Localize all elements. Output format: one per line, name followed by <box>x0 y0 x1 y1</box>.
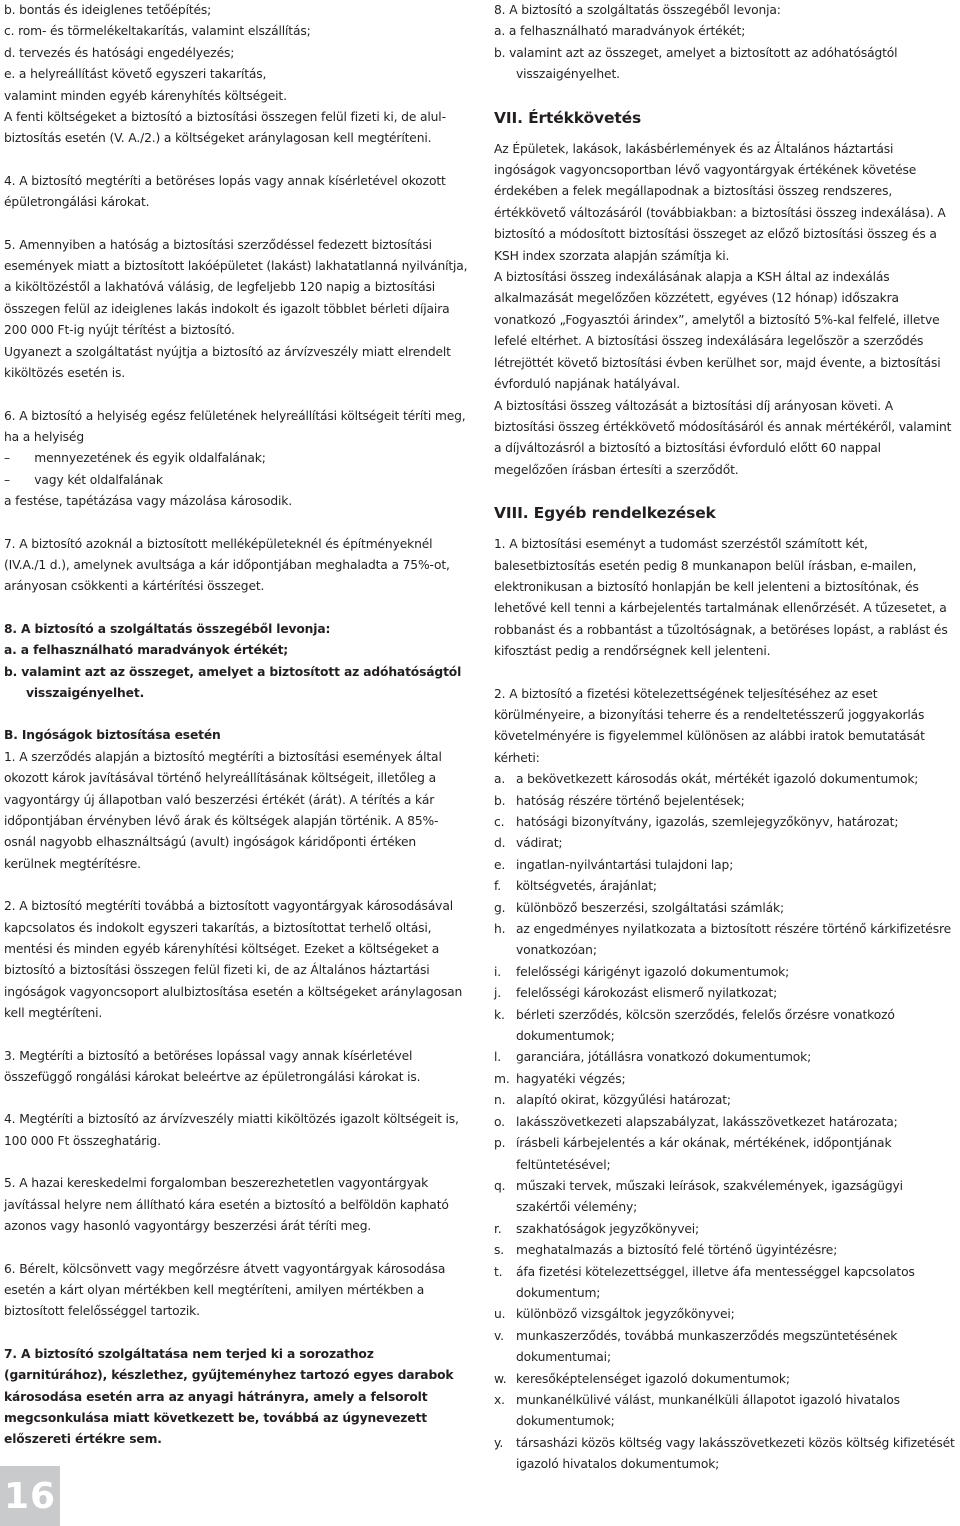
list-item-marker: d. <box>494 836 506 851</box>
list-item <box>494 812 956 833</box>
section-viii-paragraph-2: 2. A biztosító a fizetési kötelezettségének teljesítéséhez az eset körülményeire, a bizonyítási teherre és a rendeltetésszerű joggyakorlás követelményére is figyelemmel különösen az alábbi iratok bemutatását kérheti: <box>494 686 925 765</box>
list-item <box>494 1240 956 1261</box>
left-column <box>4 0 470 1451</box>
list-item <box>494 983 956 1004</box>
list-item <box>494 1262 956 1305</box>
list-item <box>494 1390 956 1433</box>
list-item-marker: m. <box>494 1071 510 1086</box>
costs-paragraph: A fenti költségeket a biztosító a biztosítási összegen felül fizeti ki, de alul-biztosítás esetén (V. A./2.) a költségeket aránylagosan kell megtéríteni. <box>4 110 446 146</box>
list-item <box>494 1304 956 1325</box>
list-item-text: felelősségi károkozást elismerő nyilatkozat; <box>516 986 778 1001</box>
list-item-marker: s. <box>494 1243 505 1258</box>
list-item-marker: t. <box>494 1264 503 1279</box>
list-item-marker: r. <box>494 1221 502 1236</box>
r-paragraph-8-item-b: b. valamint azt az összeget, amelyet a biztosított az adóhatóságtól visszaigényelhet. <box>494 45 898 82</box>
list-item-text: munkanélkülivé válást, munkanélküli állapotot igazoló hivatalos dokumentumok; <box>516 1392 900 1429</box>
list-item-text: felelősségi kárigényt igazoló dokumentumok; <box>516 964 790 979</box>
paragraph-8-item-a: a. a felhasználható maradványok értékét; <box>4 643 289 658</box>
list-item <box>494 898 956 919</box>
list-item-text: ingatlan-nyilvántartási tulajdoni lap; <box>516 857 734 872</box>
list-item-marker: i. <box>494 964 502 979</box>
list-item-text: költségvetés, árajánlat; <box>516 879 657 894</box>
list-item-text: keresőképtelenséget igazoló dokumentumok; <box>516 1371 790 1386</box>
document-list <box>494 769 956 1475</box>
section-b-heading: B. Ingóságok biztosítása esetén <box>4 728 221 743</box>
section-viii-paragraph-1: 1. A biztosítási eseményt a tudomást szerzéstől számított két, balesetbiztosítás esetén pedig 8 munkanapon belül írásban, e-mailen, elektronikusan a biztosító honlapján be kell jelenteni a biztosítónak, és lehetővé kell tenni a kárbejelentés tartalmának ellenőrzését. A tűzesetet, a robbanást és a robbantást a tűzoltóságnak, a betöréses lopást, a rablást és kifosztást pedig a rendőrségnek kell jelenteni. <box>494 537 948 659</box>
paragraph-8-item-b: b. valamint azt az összeget, amelyet a biztosított az adóhatóságtól visszaigényelhet. <box>4 664 462 700</box>
list-item <box>494 876 956 897</box>
list-item-text: szakhatóságok jegyzőkönyvei; <box>516 1221 700 1236</box>
list-item-text: garanciára, jótállásra vonatkozó dokumentumok; <box>516 1050 812 1065</box>
list-item-marker: o. <box>494 1114 505 1129</box>
list-item-marker: e. <box>494 857 506 872</box>
list-item <box>494 1176 956 1219</box>
page-number: 16 <box>0 1466 60 1526</box>
list-item-marker: h. <box>494 922 506 937</box>
list-item <box>494 1112 956 1133</box>
list-item-marker: l. <box>494 1050 502 1065</box>
paragraph-6: 6. A biztosító a helyiség egész felületének helyreállítási költségeit téríti meg, ha a helyiség <box>4 408 466 444</box>
list-item-marker: q. <box>494 1178 506 1193</box>
list-item-text: alapító okirat, közgyűlési határozat; <box>516 1093 731 1108</box>
list-item-text: lakásszövetkezeti alapszabályzat, lakásszövetkezet határozata; <box>516 1114 898 1129</box>
paragraph-6-dash-1: – mennyezetének és egyik oldalfalának; <box>4 451 266 466</box>
list-item <box>494 833 956 854</box>
list-item-marker: j. <box>494 986 502 1001</box>
paragraph-7: 7. A biztosító azoknál a biztosított melléképületeknél és építményeknél (IV.A./1 d.), amelynek avultsága a kár időpontjában meghaladta a 75%-ot, arányosan csökkenti a kártérítési összeget. <box>4 536 450 594</box>
list-item <box>494 1369 956 1390</box>
list-item-text: meghatalmazás a biztosító felé történő ügyintézésre; <box>516 1243 838 1258</box>
list-item <box>494 1219 956 1240</box>
list-item-text: bérleti szerződés, kölcsön szerződés, felelős őrzésre vonatkozó dokumentumok; <box>516 1007 895 1044</box>
paragraph-6-end: a festése, tapétázása vagy mázolása károsodik. <box>4 494 292 509</box>
list-item-marker: w. <box>494 1371 507 1386</box>
list-item-marker: v. <box>494 1328 504 1343</box>
list-item-marker: f. <box>494 879 502 894</box>
list-item-text: a bekövetkezett károsodás okát, mértékét igazoló dokumentumok; <box>516 772 919 787</box>
section-b-paragraph-5: 5. A hazai kereskedelmi forgalomban beszerezhetetlen vagyontárgyak javítással helyre nem állítható kára esetén a biztosító a belföldön kapható azonos vagy hasonló vagyontárgy beszerzési árát téríti meg. <box>4 1176 449 1234</box>
list-item-marker: a. <box>494 772 506 787</box>
list-item <box>494 1133 956 1176</box>
section-b-paragraph-2: 2. A biztosító megtéríti továbbá a biztosított vagyontárgyak károsodásával kapcsolatos és indokolt egyszeri takarítás, a biztosítottat terhelő oltási, mentési és minden egyéb kárenyhítési költséget. Ezeket a költségeket a biztosító a biztosítási összegen felül fizeti ki, de az Általános háztartási ingóságok vagyoncsoport alulbiztosítása esetén a költségeket aránylagosan kell megtéríteni. <box>4 899 463 1021</box>
paragraph-8-heading: 8. A biztosító a szolgáltatás összegéből levonja: <box>4 621 331 636</box>
list-item-text: az engedményes nyilatkozata a biztosított részére történő kárkifizetésre vonatkozóan; <box>516 922 952 958</box>
list-item-text: hatóság részére történő bejelentések; <box>516 793 745 808</box>
list-item-marker: b. <box>494 793 506 808</box>
top-item-b: b. bontás és ideiglenes tetőépítés; <box>4 3 212 17</box>
top-item-e-cont: valamint minden egyéb kárenyhítés költségeit. <box>4 88 287 103</box>
list-item-marker: n. <box>494 1093 506 1108</box>
section-b-paragraph-3: 3. Megtéríti a biztosító a betöréses lopással vagy annak kísérletével összefüggő rongálási károkat beleértve az épületrongálási károkat is. <box>4 1048 421 1085</box>
list-item <box>494 1047 956 1068</box>
top-item-c: c. rom- és törmelékeltakarítás, valamint elszállítás; <box>4 24 311 39</box>
list-item-text: áfa fizetési kötelezettséggel, illetve áfa mentességgel kapcsolatos dokumentum; <box>516 1264 915 1300</box>
list-item-marker: y. <box>494 1435 504 1450</box>
section-vii-paragraph-2: A biztosítási összeg indexálásának alapja a KSH által az indexálás alkalmazását megelőzően közzétett, egyéves (12 hónap) időszakra vonatkozó „Fogyasztói árindex”, amelytől a biztosító 5%-kal felfelé, illetve lefelé eltérhet. A biztosítási összeg indexálására legelőször a szerződés létrejöttét követő biztosítási évben kerülhet sor, majd évente, a biztosítási évforduló napjának hatályával. <box>494 270 941 392</box>
top-item-d: d. tervezés és hatósági engedélyezés; <box>4 45 235 60</box>
list-item <box>494 1005 956 1048</box>
right-column <box>494 0 956 1476</box>
section-b-paragraph-4: 4. Megtéríti a biztosító az árvízveszély miatti kiköltözés igazolt költségeit is, 100 000 Ft összeghatárig. <box>4 1112 459 1148</box>
paragraph-4: 4. A biztosító megtéríti a betöréses lopás vagy annak kísérletével okozott épületrongálási károkat. <box>4 173 446 210</box>
section-viii-heading: VIII. Egyéb rendelkezések <box>494 504 716 523</box>
section-vii-paragraph-3: A biztosítási összeg változását a biztosítási díj arányosan követi. A biztosítási összeg értékkövető módosításáról és annak mértékéről, valamint a díjváltozásról a biztosító a biztosítási évforduló előtt 60 nappal megelőzően írásban értesíti a szerződőt. <box>494 398 952 477</box>
paragraph-5: 5. Amennyiben a hatóság a biztosítási szerződéssel fedezett biztosítási események miatt a biztosított lakóépületet (lakást) lakhatatlanná nyilvánítja, a kiköltözéstől a lakhatóvá válásig, de legfeljebb 120 napig a biztosítási összegen felül az ideiglenes lakás indokolt és igazolt többlet bérleti díjaira 200 000 Ft-ig nyújt térítést a biztosító. <box>4 237 468 338</box>
list-item <box>494 1433 956 1476</box>
section-vii-paragraph-1: Az Épületek, lakások, lakásbérlemények és az Általános háztartási ingóságok vagyoncsoportban lévő vagyontárgyak értékének követése érdekében a felek megállapodnak a biztosítási összeg rendszeres, értékkövető változásáról (továbbiakban: a biztosítási összeg indexálása). A biztosító a módosított biztosítási összeget az előző biztosítási összeg és a KSH index szorzata alapján számítja ki. <box>494 141 946 263</box>
list-item-text: különböző vizsgáltok jegyzőkönyvei; <box>516 1307 735 1322</box>
section-vii-heading: VII. Értékkövetés <box>494 108 642 127</box>
paragraph-5-flood: Ugyanezt a szolgáltatást nyújtja a biztosító az árvízveszély miatt elrendelt kiköltözés esetén is. <box>4 344 451 381</box>
list-item-marker: u. <box>494 1307 506 1322</box>
list-item-text: vádirat; <box>516 836 563 851</box>
list-item <box>494 791 956 812</box>
list-item-text: műszaki tervek, műszaki leírások, szakvélemények, igazságügyi szakértői vélemény; <box>516 1178 903 1215</box>
section-b-paragraph-7: 7. A biztosító szolgáltatása nem terjed ki a sorozathoz (garnitúrához), készlethez, gyűjteményhez tartozó egyes darabok károsodása esetén arra az anyagi hátrányra, amely a felsorolt megcsonkulása miatt következett be, továbbá az úgynevezett előszereti értékre sem. <box>4 1346 454 1447</box>
list-item-marker: c. <box>494 815 505 829</box>
list-item-text: munkaszerződés, továbbá munkaszerződés megszüntetésének dokumentumai; <box>516 1328 898 1365</box>
r-paragraph-8-item-a: a. a felhasználható maradványok értékét; <box>494 24 746 39</box>
list-item-text: hagyatéki végzés; <box>516 1071 626 1086</box>
paragraph-6-dash-2: – vagy két oldalfalának <box>4 472 163 487</box>
list-item-marker: k. <box>494 1007 505 1022</box>
list-item <box>494 1069 956 1090</box>
list-item-marker: g. <box>494 900 506 915</box>
list-item <box>494 769 956 790</box>
section-b-paragraph-6: 6. Bérelt, kölcsönvett vagy megőrzésre átvett vagyontárgyak károsodása esetén a kárt olyan mértékben kell megtéríteni, amilyen mértékben a biztosított felelősséggel tartozik. <box>4 1261 446 1319</box>
list-item-marker: p. <box>494 1136 506 1151</box>
top-item-e: e. a helyreállítást követő egyszeri takarítás, <box>4 67 267 82</box>
list-item-text: különböző beszerzési, szolgáltatási számlák; <box>516 900 784 915</box>
r-paragraph-8-heading: 8. A biztosító a szolgáltatás összegéből levonja: <box>494 3 781 17</box>
section-b-paragraph-1: 1. A szerződés alapján a biztosító megtéríti a biztosítási események által okozott károk javításával történő helyreállításának költségeit, illetőleg a vagyontárgy új állapotban való beszerzési értékét (árát). A térítés a kár időpontjában érvényben lévő árak és költségek alapján történik. A 85%-osnál nagyobb elhasználtságú (avult) ingóságok káridőponti értéken kerülnek megtérítésre. <box>4 749 442 871</box>
list-item-marker: x. <box>494 1392 505 1407</box>
list-item-text: hatósági bizonyítvány, igazolás, szemlejegyzőkönyv, határozat; <box>516 815 899 829</box>
list-item <box>494 919 956 962</box>
list-item-text: írásbeli kárbejelentés a kár okának, mértékének, időpontjának feltüntetésével; <box>516 1136 892 1172</box>
list-item <box>494 962 956 983</box>
list-item-text: társasházi közös költség vagy lakásszövetkezeti közös költség kifizetését igazoló hivatalos dokumentumok; <box>516 1435 955 1472</box>
list-item <box>494 1326 956 1369</box>
list-item <box>494 855 956 876</box>
list-item <box>494 1090 956 1111</box>
